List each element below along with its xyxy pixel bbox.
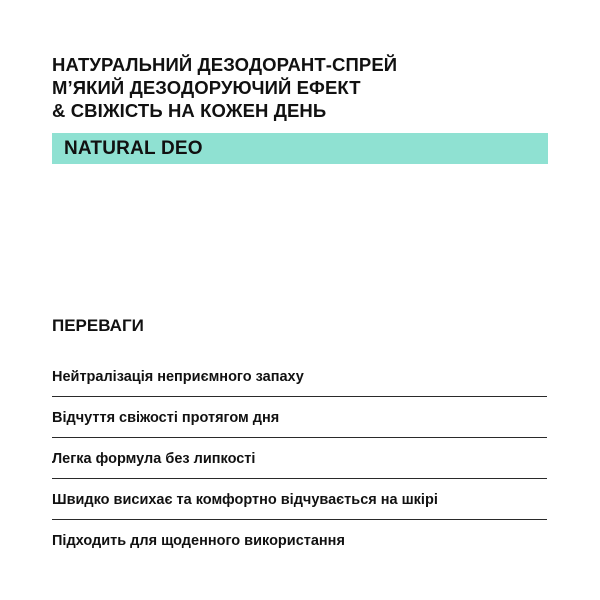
benefit-item: Нейтралізація неприємного запаху — [52, 356, 547, 397]
benefit-item: Швидко висихає та комфортно відчувається на шкірі — [52, 479, 547, 520]
brand-label: NATURAL DEO — [64, 138, 203, 159]
headline — [52, 53, 552, 122]
benefit-item: Легка формула без липкості — [52, 438, 547, 479]
headline-line: НАТУРАЛЬНИЙ ДЕЗОДОРАНТ-СПРЕЙ — [52, 54, 398, 75]
brand-bar — [52, 133, 548, 164]
headline-line: М’ЯКИЙ ДЕЗОДОРУЮЧИЙ ЕФЕКТ — [52, 77, 361, 98]
benefits-list — [52, 356, 547, 561]
benefits-title: ПЕРЕВАГИ — [52, 316, 144, 335]
benefit-item: Підходить для щоденного використання — [52, 533, 345, 549]
headline-line: & СВІЖІСТЬ НА КОЖЕН ДЕНЬ — [52, 100, 327, 121]
benefit-item: Відчуття свіжості протягом дня — [52, 397, 547, 438]
